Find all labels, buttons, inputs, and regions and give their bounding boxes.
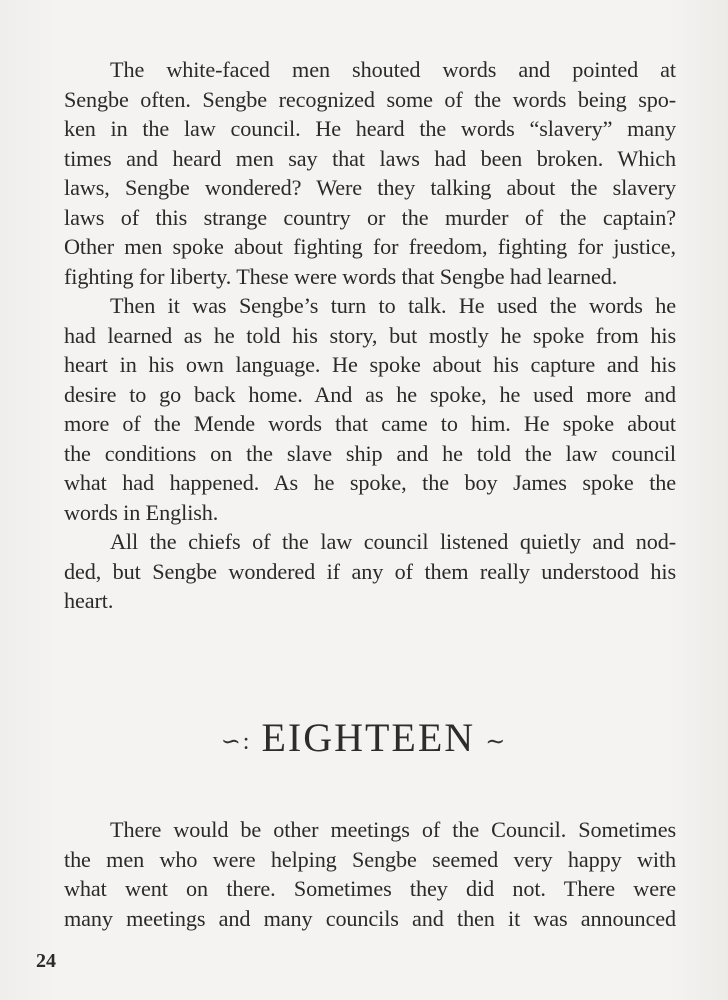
text-line: times and heard men say that laws had been broken. Which xyxy=(64,145,676,171)
text-line: Then it was Sengbe’s turn to talk. He used the words he xyxy=(110,293,676,318)
ornament-left-icon: ∽: xyxy=(220,729,252,756)
text-line: All the chiefs of the law council listened quietly and nod- xyxy=(110,529,676,554)
body-text-bottom xyxy=(64,815,676,933)
text-line: ken in the law council. He heard the words “slavery” many xyxy=(64,116,676,141)
text-line: the conditions on the slave ship and he told the law council xyxy=(64,440,676,466)
text-line: words in English. xyxy=(64,499,219,525)
page-number: 24 xyxy=(36,950,56,972)
text-line: The white-faced men shouted words and pointed at xyxy=(110,57,676,82)
text-line: the men who were helping Sengbe seemed very happy with xyxy=(64,846,676,872)
ornament-right-icon: ∼ xyxy=(485,729,508,756)
text-line: Sengbe often. Sengbe recognized some of the words being spo- xyxy=(64,86,676,112)
text-line: what went on there. Sometimes they did not. There were xyxy=(64,876,676,901)
text-line: had learned as he told his story, but mostly he spoke from his xyxy=(64,322,676,348)
text-line: ded, but Sengbe wondered if any of them really understood his xyxy=(64,558,676,584)
text-line: laws, Sengbe wondered? Were they talking about the slavery xyxy=(64,175,676,200)
text-line: heart. xyxy=(64,588,114,613)
chapter-heading xyxy=(0,714,728,761)
text-line: fighting for liberty. These were words that Sengbe had learned. xyxy=(64,263,618,289)
text-line: many meetings and many councils and then it was announced xyxy=(64,905,676,931)
text-line: what had happened. As he spoke, the boy James spoke the xyxy=(64,470,676,495)
chapter-title: EIGHTEEN xyxy=(261,715,476,760)
text-line: more of the Mende words that came to him. He spoke about xyxy=(64,411,676,436)
text-line: Other men spoke about fighting for freedom, fighting for justice, xyxy=(64,234,676,259)
text-line: laws of this strange country or the murder of the captain? xyxy=(64,204,676,230)
text-line: desire to go back home. And as he spoke, he used more and xyxy=(64,381,676,407)
text-line: There would be other meetings of the Council. Sometimes xyxy=(110,817,676,842)
body-text-top xyxy=(64,55,676,616)
text-line: heart in his own language. He spoke about his capture and his xyxy=(64,352,676,377)
